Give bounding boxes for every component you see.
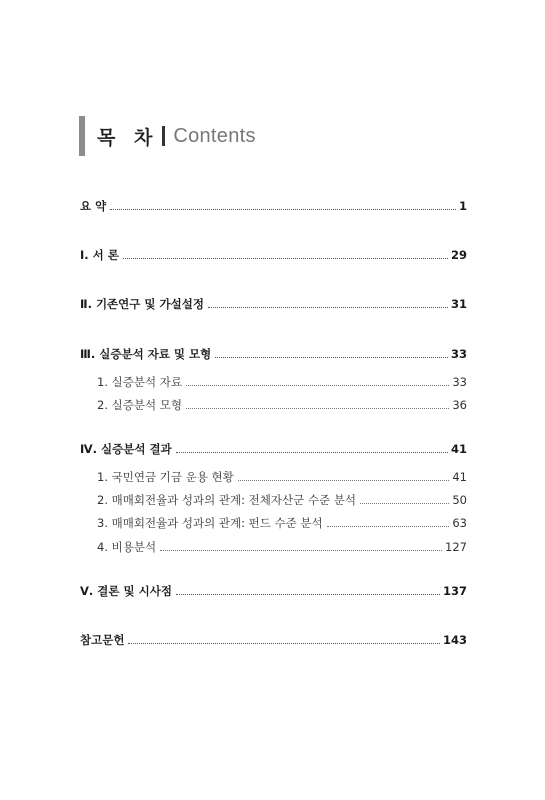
toc-entry-label: 요 약 <box>80 199 107 213</box>
toc-entry-chapter-1[interactable] <box>80 248 467 262</box>
toc-entry-label: 4. 비용분석 <box>97 540 157 554</box>
toc-entry-page: 33 <box>450 347 467 361</box>
toc-entry-label: 2. 실증분석 모형 <box>97 398 182 412</box>
toc-entry-page: 41 <box>452 470 467 484</box>
toc-entry-4-3[interactable] <box>97 516 467 530</box>
toc-entry-4-1[interactable] <box>97 470 467 484</box>
toc-entry-label: 2. 매매회전율과 성과의 관계: 전체자산군 수준 분석 <box>97 493 356 507</box>
toc-entry-references[interactable] <box>80 633 467 647</box>
toc-entry-page: 63 <box>452 516 467 530</box>
header-accent-bar <box>79 116 85 156</box>
toc-entry-page: 41 <box>450 442 467 456</box>
title-english: Contents <box>173 124 256 147</box>
toc-entry-label: 1. 국민연금 기금 운용 현황 <box>97 470 234 484</box>
toc-entry-page: 50 <box>452 493 467 507</box>
toc-entry-chapter-3[interactable] <box>80 347 467 361</box>
toc-entry-page: 127 <box>445 540 467 554</box>
toc-entry-page: 31 <box>450 297 467 311</box>
toc-entry-4-4[interactable] <box>97 540 467 554</box>
toc-entry-label: Ⅰ. 서 론 <box>80 248 119 262</box>
toc-entry-3-1[interactable] <box>97 375 467 389</box>
leader-dots <box>176 594 440 595</box>
toc-entry-label: Ⅳ. 실증분석 결과 <box>80 442 172 456</box>
leader-dots <box>128 643 440 644</box>
leader-dots <box>215 357 448 358</box>
toc-entry-label: 3. 매매회전율과 성과의 관계: 펀드 수준 분석 <box>97 516 323 530</box>
leader-dots <box>110 209 456 210</box>
toc-entry-label: Ⅴ. 결론 및 시사점 <box>80 584 172 598</box>
leader-dots <box>208 307 448 308</box>
title-separator <box>162 126 165 146</box>
toc-entry-page: 137 <box>442 584 467 598</box>
toc-entry-chapter-2[interactable] <box>80 297 467 311</box>
leader-dots <box>176 452 448 453</box>
toc-entry-page: 143 <box>442 633 467 647</box>
toc-entry-summary[interactable] <box>80 199 467 213</box>
leader-dots <box>160 550 442 551</box>
toc-entry-page: 36 <box>452 398 467 412</box>
leader-dots <box>123 258 448 259</box>
leader-dots <box>238 480 450 481</box>
toc-entry-3-2[interactable] <box>97 398 467 412</box>
toc-entry-4-2[interactable] <box>97 493 467 507</box>
toc-entry-page: 29 <box>450 248 467 262</box>
leader-dots <box>186 385 449 386</box>
toc-entry-label: Ⅱ. 기존연구 및 가설설정 <box>80 297 204 311</box>
toc-entry-chapter-4[interactable] <box>80 442 467 456</box>
toc-entry-page: 33 <box>452 375 467 389</box>
toc-entry-label: 1. 실증분석 자료 <box>97 375 182 389</box>
leader-dots <box>186 408 449 409</box>
leader-dots <box>327 526 450 527</box>
leader-dots <box>360 503 449 504</box>
toc-entry-label: Ⅲ. 실증분석 자료 및 모형 <box>80 347 212 361</box>
toc-entry-label: 참고문헌 <box>80 633 125 647</box>
toc-entry-page: 1 <box>458 199 467 213</box>
toc-entry-chapter-5[interactable] <box>80 584 467 598</box>
title-korean: 목 차 <box>97 126 159 149</box>
toc-header <box>79 116 256 156</box>
